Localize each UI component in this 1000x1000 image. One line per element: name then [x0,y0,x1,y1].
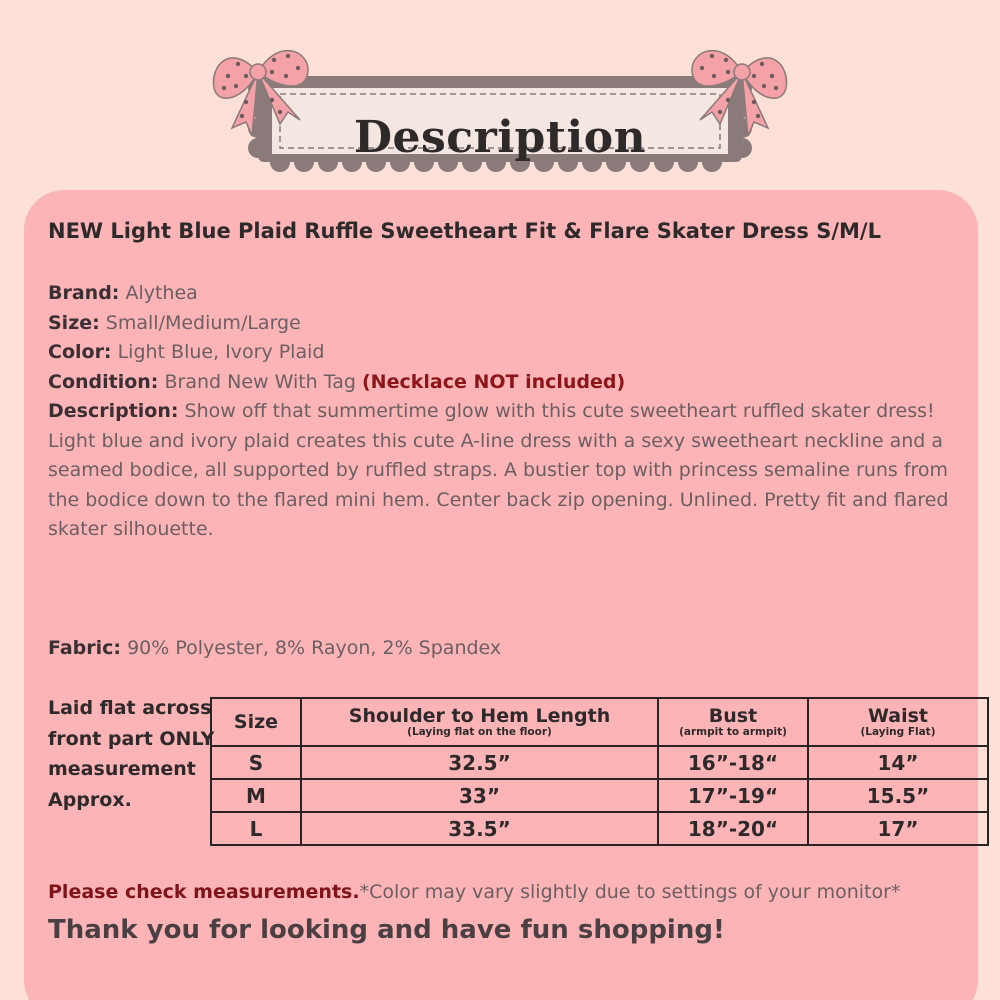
size-value: Small/Medium/Large [105,311,301,334]
table-header-row [211,698,988,746]
table-row [211,812,988,845]
banner-frame [200,28,800,188]
measurement-note-line: front part ONLY [48,727,215,750]
color-disclaimer: *Color may vary slightly due to settings of your monitor* [359,881,901,903]
header-sublabel: (Laying flat on the floor) [407,726,552,738]
cell-bust: 18”-20“ [658,812,808,845]
header-bust [658,698,808,746]
condition-note: (Necklace NOT included) [361,370,626,393]
color-label: Color: [48,341,112,363]
footer-note [48,878,900,906]
size-label: Size: [48,311,100,334]
header-size [211,698,301,746]
header-sublabel: (armpit to armpit) [679,726,787,738]
cell-bust: 16”-18“ [658,746,808,779]
cell-size: M [211,779,301,812]
description-text: Show off that summertime glow with this cute sweetheart ruffled skater dress! Light blue and ivory plaid creates this cute A-line dress with a sexy sweetheart neckline and a seamed bodice, all supported by ruffled straps. A bustier top with princess semaline runs from the bodice down to the flared mini hem. Center back zip opening. Unlined. Pretty fit and flared skater silhouette. [48,400,949,540]
listing-title: NEW Light Blue Plaid Ruffle Sweetheart Fit & Flare Skater Dress S/M/L [48,219,881,243]
thank-you-text: Thank you for looking and have fun shopping! [48,915,725,945]
table-row [211,746,988,779]
measurement-note-line: Approx. [48,788,132,811]
cell-length: 32.5” [301,746,658,779]
check-measurements-text: Please check measurements. [48,881,360,903]
measurement-note [48,693,218,815]
cell-size: L [211,812,301,845]
description-row [48,397,958,545]
cell-length: 33.5” [301,812,658,845]
table-row [211,779,988,812]
size-chart-table [210,697,989,846]
condition-label: Condition: [48,370,159,393]
size-row [48,309,958,339]
fabric-row [48,634,501,663]
header-waist [808,698,988,746]
banner-title: Description [353,112,647,163]
header-sublabel: (Laying Flat) [860,726,936,738]
brand-row [48,279,958,309]
fabric-label: Fabric: [48,637,122,659]
cell-bust: 17”-19“ [658,779,808,812]
description-label: Description: [48,400,179,422]
cell-waist: 14” [808,746,988,779]
condition-row [48,368,958,398]
header-label: Size [233,711,279,733]
fabric-value: 90% Polyester, 8% Rayon, 2% Spandex [127,637,502,659]
header-length [301,698,658,746]
cell-length: 33” [301,779,658,812]
color-value: Light Blue, Ivory Plaid [117,341,325,363]
cell-waist: 15.5” [808,779,988,812]
header-label: Waist [867,705,928,727]
color-row [48,338,958,368]
cell-waist: 17” [808,812,988,845]
cell-size: S [211,746,301,779]
measurement-note-line: measurement [48,758,196,780]
brand-label: Brand: [48,282,120,304]
header-label: Shoulder to Hem Length [348,705,611,727]
description-banner [200,28,800,188]
header-label: Bust [708,705,758,727]
brand-value: Alythea [125,282,198,304]
condition-value: Brand New With Tag [164,370,356,393]
listing-details [48,279,958,545]
measurement-note-line: Laid flat across [48,697,212,719]
